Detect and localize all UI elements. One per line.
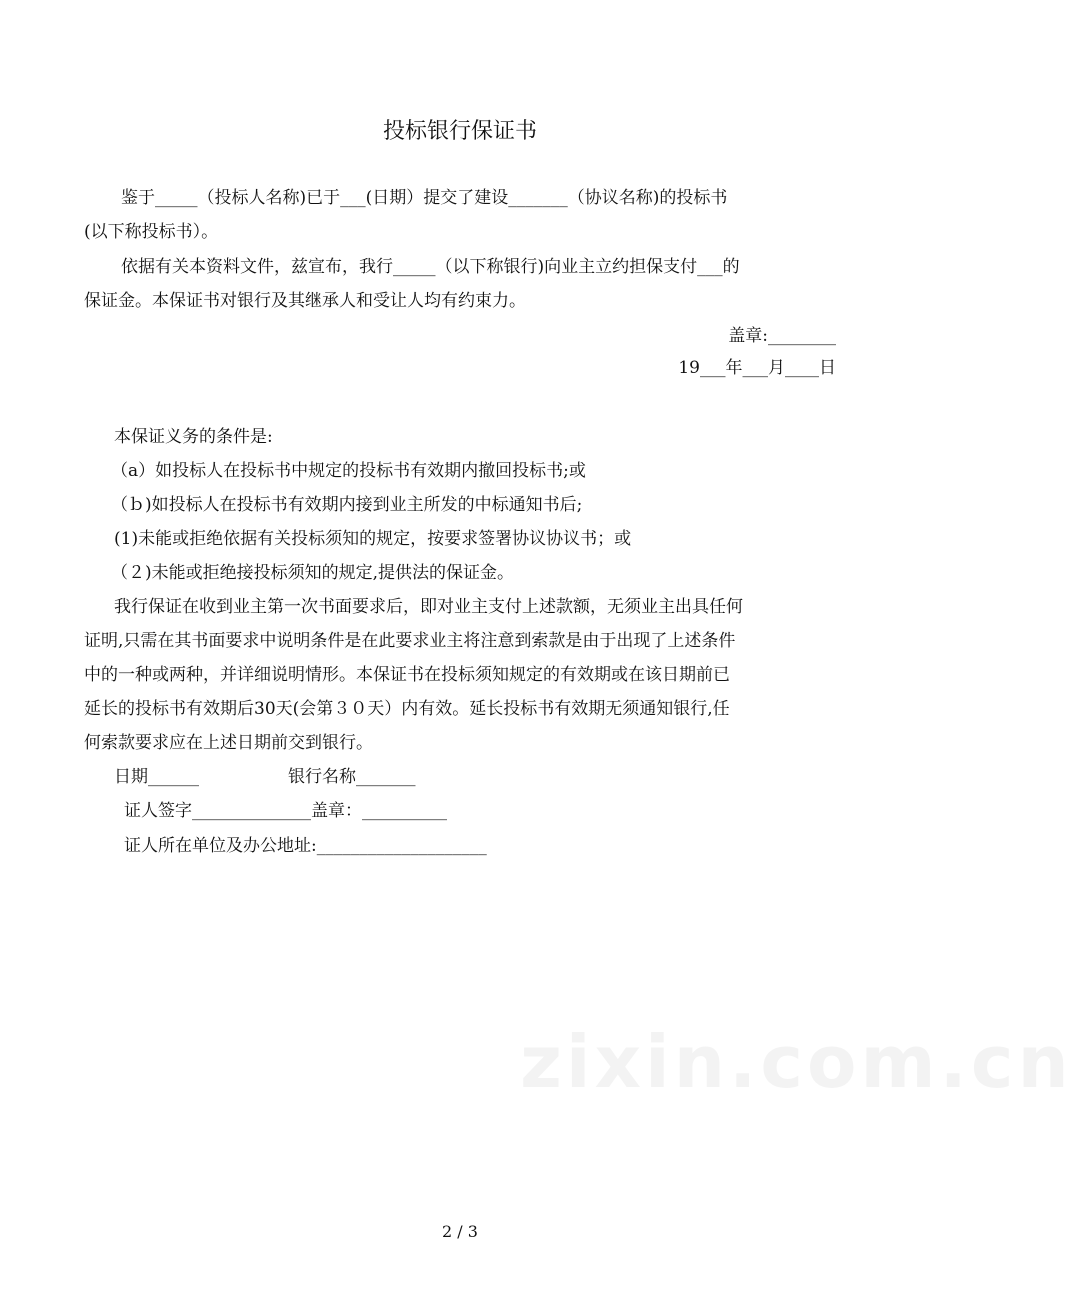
watermark: zixin.com.cn — [520, 1020, 1073, 1104]
paragraph-1-line-2: (以下称投标书）。 — [84, 222, 219, 242]
bank-name-field: 银行名称_______ — [288, 767, 416, 787]
condition-2: （２)未能或拒绝接投标须知的规定,提供法的保证金。 — [111, 563, 515, 583]
date-field: 日期______ — [114, 767, 199, 787]
condition-1: (1)未能或拒绝依据有关投标须知的规定，按要求签署协议协议书；或 — [114, 529, 632, 549]
document-title: 投标银行保证书 — [382, 119, 537, 144]
witness-address-line: 证人所在单位及办公地址:____________________ — [124, 836, 487, 856]
date-line: 19___年___月____日 — [678, 358, 836, 378]
witness-signature-line: 证人签字______________盖章：__________ — [124, 801, 447, 821]
condition-b: （ｂ)如投标人在投标书有效期内接到业主所发的中标通知书后; — [111, 495, 583, 515]
body-line-2: 证明,只需在其书面要求中说明条件是在此要求业主将注意到索款是由于出现了上述条件 — [84, 631, 736, 651]
body-line-3: 中的一种或两种，并详细说明情形。本保证书在投标须知规定的有效期或在该日期前已 — [84, 665, 730, 685]
seal-line: 盖章:________ — [728, 326, 836, 346]
condition-a: （a）如投标人在投标书中规定的投标书有效期内撤回投标书;或 — [111, 461, 586, 481]
body-line-1: 我行保证在收到业主第一次书面要求后，即对业主支付上述款额，无须业主出具任何 — [114, 597, 743, 617]
paragraph-1-line-1: 鉴于_____（投标人名称)已于___(日期）提交了建设_______（协议名称)的投标书 — [121, 188, 728, 208]
body-line-5: 何索款要求应在上述日期前交到银行。 — [84, 733, 373, 753]
body-line-4: 延长的投标书有效期后30天(会第３０天）内有效。延长投标书有效期无须通知银行,任 — [84, 699, 730, 719]
page-number: 2 / 3 — [442, 1222, 478, 1241]
conditions-title: 本保证义务的条件是: — [114, 427, 273, 447]
paragraph-2-line-1: 依据有关本资料文件，兹宣布，我行_____（以下称银行)向业主立约担保支付___的 — [121, 257, 740, 277]
paragraph-2-line-2: 保证金。本保证书对银行及其继承人和受让人均有约束力。 — [84, 291, 526, 311]
